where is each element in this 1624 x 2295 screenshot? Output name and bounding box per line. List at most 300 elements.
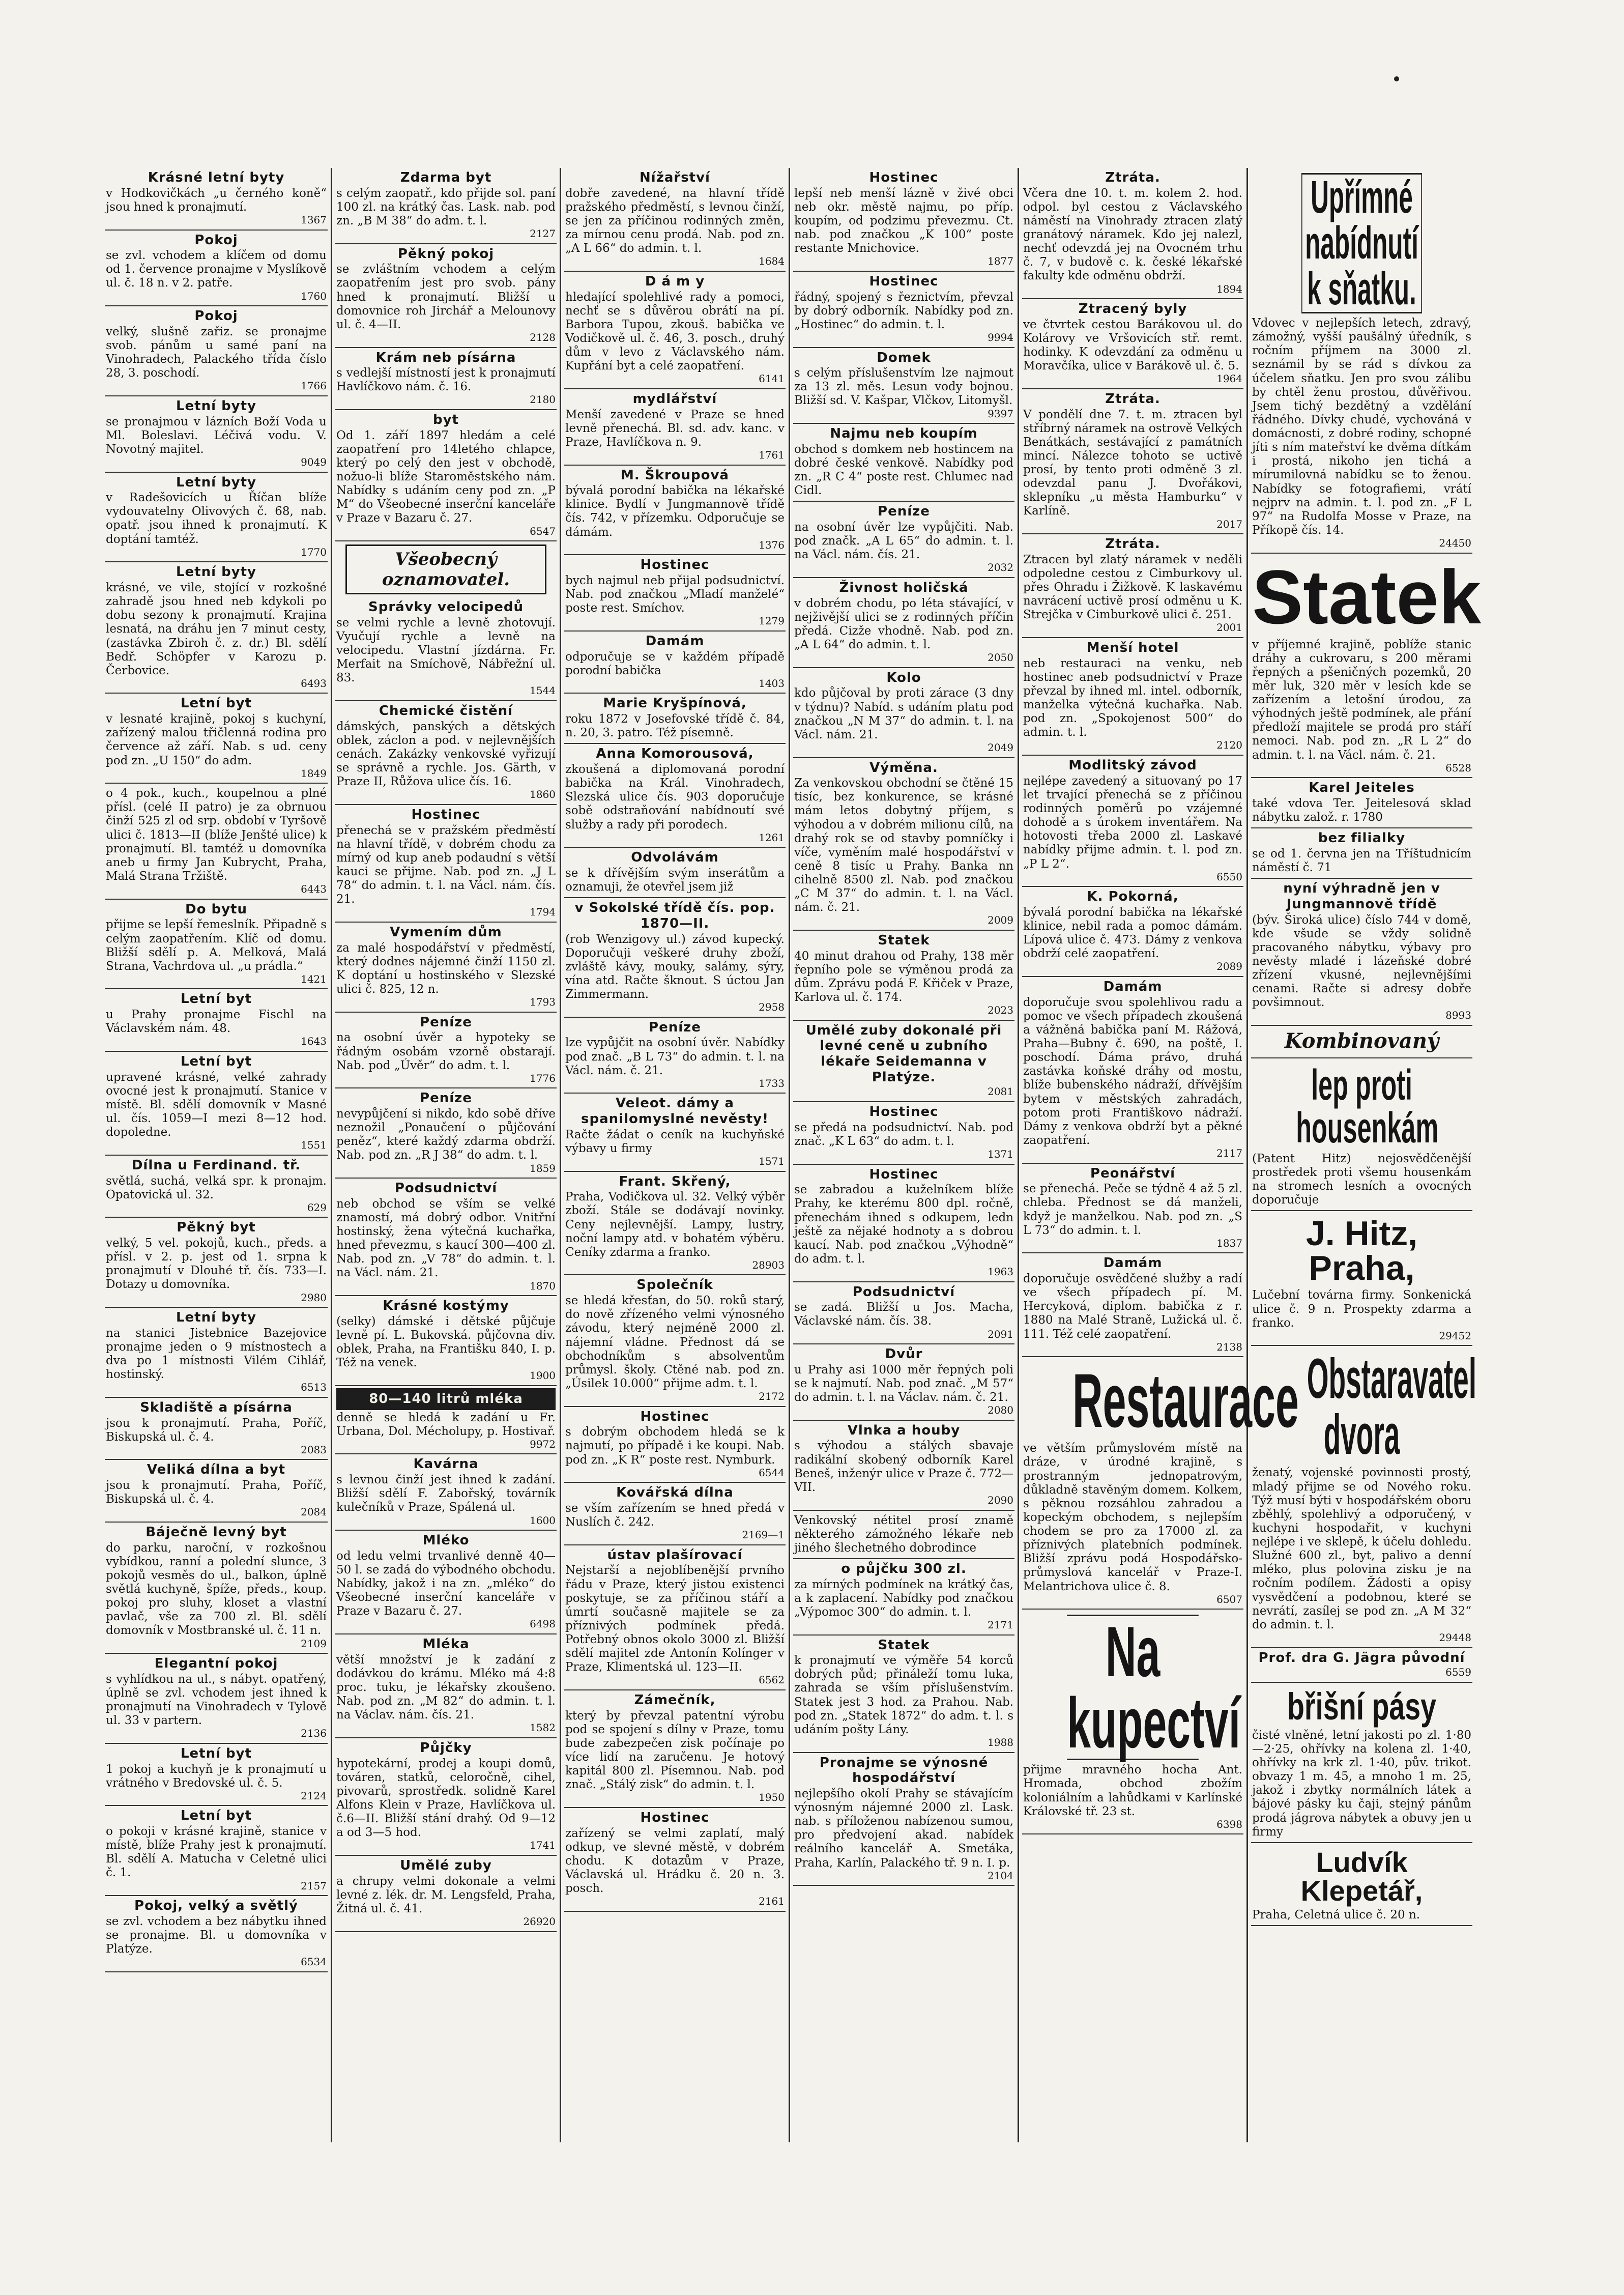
ad-title: Skladiště a písárna: [140, 1399, 293, 1415]
ad: [564, 466, 786, 556]
ad: [564, 1808, 786, 1912]
ad-code: 2104: [988, 1869, 1013, 1882]
ad-code: 1950: [759, 1791, 785, 1804]
ad-code: 1900: [530, 1369, 556, 1382]
ad-code: 1261: [759, 831, 785, 844]
ad-body: s levnou činží jest ihned k zadání. Bližší sdělí F. Zabořský, továrník kulečníků v Praze, Spálená ul.: [336, 1473, 556, 1514]
ad: [105, 784, 328, 899]
ad-title: ústav plašírovací: [607, 1547, 743, 1563]
ad-code: 6443: [301, 883, 327, 896]
ad-body: s vyhlídkou na ul., s nábyt. opatřený, úplně se zvl. vchodem jest ihned k pronajmutí na Vinohradech v Tylově ul. 33 v partern.: [106, 1672, 327, 1728]
ad-body: lze vypůjčit na osobní úvěr. Nabídky pod znač. „B L 73“ do admin. t. l. na Václ. nám. č. 21.: [565, 1036, 785, 1077]
column-6: [1246, 168, 1482, 2142]
ad-title: Damám: [645, 633, 705, 649]
ad: [564, 898, 786, 1018]
ad-body: se k dřívějším svým inserátům a oznamuji, že otevřel jsem již: [565, 866, 785, 894]
ad-body: (rob Wenzigovy ul.) závod kupecký. Doporučuji veškeré druhy zboží, zvláště kávy, mouky, salámy, sýry, vína atd. Račte šknout. S úctou Jan Zimmermann.: [565, 932, 785, 1001]
ad-code: 2169—1: [742, 1529, 785, 1541]
ad-body: (Patent Hitz) nejosvědčenější prostředek proti všemu housenkám na stromech lesních a ovocných doporučuje: [1252, 1152, 1471, 1207]
ad-code: 629: [307, 1201, 327, 1214]
ad-code: 1860: [530, 788, 556, 801]
ad: [105, 473, 328, 563]
ad: [1251, 879, 1472, 1026]
ad: [793, 502, 1014, 578]
ad-code: 6559: [1445, 1666, 1471, 1679]
ad-body: v Hodkovičkách „u černého koně“ jsou hned k pronajmutí.: [106, 186, 327, 214]
ad-title: Krám neb písárna: [375, 350, 516, 365]
ad: [105, 1806, 328, 1896]
ad-body: s vedlejší místností jest k pronajmutí Havlíčkovo nám. č. 16.: [336, 366, 556, 394]
ad: [793, 1021, 1014, 1102]
ad-code: 2161: [759, 1895, 785, 1908]
ad-code: 1849: [301, 767, 327, 780]
ad: [335, 597, 557, 701]
ad-title: v Sokolské třídě čís. pop. 1870—II.: [574, 900, 775, 931]
ad: [793, 931, 1014, 1021]
ad-code: 6562: [759, 1674, 785, 1686]
ad-body: se přenechá. Peče se týdně 4 až 5 zl. chleba. Přednost se dá manželi, když je manželkou. Nab. pod zn. „S L 73“ do admin. t. l.: [1023, 1182, 1242, 1237]
ad-body: s celým zaopatř., kdo přijde sol. paní 100 zl. na krátký čas. Lask. nab. pod zn. „B M 38“ do adm. t. l.: [336, 186, 556, 227]
ad-body: 1 pokoj a kuchyň je k pronajmutí u vrátného v Bredovské ul. č. 5.: [106, 1762, 327, 1790]
ad: [335, 1856, 557, 1932]
ad-headline: Na kupectví: [1067, 1612, 1240, 1763]
ad-body: o 4 pok., kuch., koupelnou a plné přísl. (celé II patro) je za obrnuou činží 525 zl od srp. období v Tyršově ulici č. 1813—II (blíže Jenšté ulice) k pronajmutí. Bl. tamtéž u domovníka aneb u firmy Jan Kubrycht, Praha, Malá Strana Tržiště.: [106, 787, 327, 883]
ad-title: Hostinec: [869, 170, 939, 185]
ad-body: se velmi rychle a levně zhotovují. Vyučují rychle a levně na velocipedu. Vlastní jízdárna. Fr. Merfait na Smíchově, Nábřežní ul. 83.: [336, 616, 556, 685]
ad-body: a chrupy velmi dokonale a velmi levné z. lék. dr. M. Lengsfeld, Praha, Žitná ul. č. 41.: [336, 1874, 556, 1915]
ad-body: ženatý, vojenské povinnosti prostý, mladý přijme se od Nového roku. Týž musí býti v hospodářském oboru zběhlý, spolehlivý a odporučený, v kuchyni hospodařit, v kuchyni nejlépe i ve sklepě, k účelu dohledu. Služné 600 zl., byt, palivo a denní mléko, plus polovina zisku je na ročním podílem. Žádosti a opisy vysvědčení a podobnou, které se nevrátí, zasílej se pod zn. „A M 32“ do admin. t. l.: [1252, 1466, 1471, 1631]
ad-code: 6398: [1216, 1818, 1242, 1830]
ad-code: 2090: [988, 1494, 1013, 1506]
ad: [335, 923, 557, 1013]
ad-title: Elegantní pokoj: [154, 1656, 278, 1672]
ad-title: Dvůr: [885, 1346, 923, 1362]
ad: [1022, 168, 1243, 299]
ad-body: nejlépe zavedený a situovaný po 17 let trvající přenechá se z příčinou rodinných poměrů po vzájemné dohodě a s úrokem inventářem. Na hotovosti třeba 2000 zl. Laskavé nabídky přijme admin. t. l. pod zn. „P L 2“.: [1023, 774, 1242, 871]
ad-body: v Radešovicích u Říčan blíže vydouvatelny Olivových č. 68, nab. opatř. jsou ihned k pronajmutí. K doptání tamtéž.: [106, 491, 327, 546]
ad: [793, 168, 1014, 272]
ad: [335, 701, 557, 805]
ad-body: Račte žádat o ceník na kuchyňské výbavy u firmy: [565, 1128, 785, 1155]
ad-headline: břišní pásy: [1287, 1685, 1437, 1728]
ad-body: velký, slušně zařiz. se pronajme svob. pánům u samé paní na Vinohradech, Palackého třída číslo 28, 3. poschodí.: [106, 325, 327, 380]
ad: [793, 1102, 1014, 1165]
ad: [1022, 887, 1243, 977]
ad: [564, 389, 786, 466]
ad-title: Peonářství: [1090, 1165, 1176, 1181]
ad-code: 1741: [530, 1839, 556, 1852]
ad: [105, 989, 328, 1052]
ad-code: 2017: [1216, 518, 1242, 530]
ad-body: za malé hospodářství v předměstí, který dodnes nájemné činží 1150 zl. K doptání u hostinského v Slezské ulici č. 825, 12 n.: [336, 941, 556, 996]
ad-title: Výměna.: [869, 760, 938, 776]
ad-code: 1761: [759, 448, 785, 461]
ad-code: 6498: [530, 1618, 556, 1630]
ad: [793, 1511, 1014, 1559]
ad-code: 1421: [301, 972, 327, 985]
ad-title: Kovářská dílna: [616, 1485, 734, 1501]
ad-title: 80—140 litrů mléka: [336, 1388, 556, 1410]
ad: [793, 1559, 1014, 1636]
ad-title: Zámečník,: [634, 1692, 716, 1708]
ad-body: bych najmul neb přijal podsudnictví. Nab. pod značkou „Mladí manželé“ poste rest. Smíchov.: [565, 573, 785, 615]
ad-title: Peníze: [649, 1019, 701, 1035]
ink-dot: [1394, 76, 1399, 81]
ad-code: 1571: [759, 1155, 785, 1167]
ad-body: přijme mravného hocha Ant. Hromada, obchod zbožím koloniálním a lahůdkami v Karlínské Královské tř. 23 st.: [1023, 1763, 1242, 1818]
ad-body: upravené krásné, velké zahrady ovocné jest k pronajmutí. Stanice v místě. Bl. sdělí domovník v Masné ul. čís. 1059—I mezi 8—12 hod. dopoledne.: [106, 1070, 327, 1139]
ad-title: mydlářství: [632, 391, 717, 407]
ad-body: větší množství je k zadání z dodávkou do krámu. Mléko má 4:8 proc. tuku, je lékařsky zkoušeno. Nab. pod zn. „M 82“ do admin. t. l. na Václav. nám. čís. 21.: [336, 1653, 556, 1722]
ad-code: 2958: [759, 1001, 785, 1014]
ad: [1251, 1211, 1472, 1346]
ad: [105, 1052, 328, 1156]
ad: [1022, 1164, 1243, 1254]
ad: [105, 900, 328, 990]
ad-code: 1793: [530, 996, 556, 1009]
ad-title: Krásné kostýmy: [383, 1298, 509, 1314]
ad-title: Dílna u Ferdinand. tř.: [131, 1157, 301, 1173]
ad-code: 1600: [530, 1514, 556, 1527]
ad: [564, 632, 786, 694]
ad: [564, 1545, 786, 1690]
ad-code: 6550: [1216, 870, 1242, 883]
ad: [1022, 1253, 1243, 1357]
ad: [1251, 1843, 1472, 1926]
ad-title: Krásné letní byty: [148, 170, 285, 185]
ad-body: doporučuje svou spolehlivou radu a pomoc ve všech případech zkoušená a vážněná babička paní M. Rážová, Praha—Bubny č. 690, na poště, I. poschodí. Dáma právo, druhá zastávka koňské dráhy od mostu, blíže bubenského nádraží, dřívějším bytem v městských zahradách, potom proti Františkovo nádraží. Dámy z venkova obdrží byt a pěkné zaopatření.: [1023, 995, 1242, 1147]
ad-code: 2127: [530, 227, 556, 240]
ad-body: dámských, panských a dětských oblek, záclon a pod. v nejlevnějších cenách. Zakázky venkovské vyřizují se správně a rychle. Jos. Gärth, v Praze II, Růžova ulice čís. 16.: [336, 720, 556, 789]
column-3: [560, 168, 789, 2142]
ad-code: 2180: [530, 393, 556, 406]
ad-body: přenechá se v pražském předměstí na hlavní třídě, v dobrém chodu za mírný od kup aneb podaudní s větší kauci se přijme. Nab. pod zn. „J L 78“ do admin. t. l. na Václ. nám. čís. 21.: [336, 823, 556, 906]
ad: [335, 1531, 557, 1634]
ad: [564, 1483, 786, 1545]
ad-code: 8993: [1445, 1009, 1471, 1022]
ad-code: 6547: [530, 525, 556, 537]
ad-body: neb restauraci na venku, neb hostinec aneb podsudnictví v Praze převzal by ihned ml. intel. odborník, manželka výtečná kuchařka. Nab. pod zn. „Spokojenost 500“ do admin. t. l.: [1023, 656, 1242, 739]
ad-body: Vdovec v nejlepších letech, zdravý, zámožný, vyšší paušálný úředník, s ročním příjmem na 3000 zl. seznámil by se rád s dívkou za účelem sňatku. Jen pro svou zálibu by chtěl ženu prostou, důvěřivou. Jsem tichý bezdětný a vzdělání řádného. Dívky chudé, vychováná v domácnosti, z dobré rodiny, schopné jíti s ním mateřství ke dvěma dítkám i prostá, nikoho jen tichá a mírumilovná nabídku se to ženou. Nabídky se fotografiemi, vrátí nejprv na admin. t. l. pod zn. „F L 97“ na Rudolfa Mosse v Praze, na Příkopě čís. 14.: [1252, 317, 1471, 537]
ad-title: Modlitský závod: [1068, 758, 1197, 773]
ad-body: neb obchod se vším se velké znamostí, má dobrý odbor. Vnitřní hostinský, žena výtečná kuchařka, hned převezmu, s kaucí 300—400 zl. Nab. pod zn. „V 78“ do admin. t. l. na Václ. nám. 21.: [336, 1197, 556, 1280]
ad-title: K. Pokorná,: [1087, 889, 1179, 905]
ad-title: Domek: [877, 350, 931, 365]
ad-body: v dobrém chodu, po léta stávající, v nejživější ulici se z rodinných příčin předá. Cizže vhodně. Nab. pod zn. „A L 64“ do admin. t. l.: [794, 596, 1013, 652]
ad-title: Hostinec: [640, 1810, 710, 1826]
ad: [105, 306, 328, 396]
ad-code: 2138: [1216, 1340, 1242, 1353]
ad-body: u Prahy pronajme Fischl na Václavském nám. 48.: [106, 1008, 327, 1036]
ad-body: (selky) dámské i dětské půjčuje levně pí. L. Bukovská. půjčovna div. oblek, Praha, na Františku 840, I. p. Též na venek.: [336, 1314, 556, 1370]
ad-code: 2083: [301, 1443, 327, 1456]
ad-code: 1684: [759, 255, 785, 268]
ad-body: na osobní úvěr lze vypůjčiti. Nab. pod značk. „A L 65“ do admin. t. l. na Václ. nám. čís. 21.: [794, 521, 1013, 562]
ad-title: Veliká dílna a byt: [147, 1462, 286, 1478]
ad: [105, 1744, 328, 1806]
ad: [1251, 1026, 1472, 1058]
ad-title: Podsudnictví: [852, 1284, 955, 1300]
ad-code: 2032: [988, 561, 1013, 574]
ad-body: světlá, suchá, velká spr. k pronajm. Opatovická ul. 32.: [106, 1174, 327, 1201]
ad-code: 2084: [301, 1506, 327, 1518]
ad-body: roku 1872 v Josefovské třídě č. 84, n. 20, 3. patro. Též písemně.: [565, 712, 785, 740]
ad-body: se předá na podsudnictví. Nab. pod znač. „K L 63“ do adm. t. l.: [794, 1121, 1013, 1148]
ad: [105, 168, 328, 231]
ad: [564, 168, 786, 272]
ad-title: Karel Jeiteles: [1309, 780, 1415, 796]
ad-body: se vším zařízením se hned předá v Nuslích č. 242.: [565, 1501, 785, 1529]
ad-title: Ztráta.: [1105, 170, 1161, 185]
ad-body: bývalá porodní babička na lékařské klinice, nebil rada a pomoc dámám. Lípová ulice č. 473. Dámy z venkova obdrží celé zaopatření.: [1023, 905, 1242, 961]
ad-title: Damám: [1103, 979, 1163, 994]
ad-code: 1870: [530, 1279, 556, 1292]
ad: [1251, 1683, 1472, 1843]
ad-code: 1733: [759, 1077, 785, 1089]
ad-body: se hledá křesťan, do 50. roků starý, do nově zřízeného velmi výnosného závodu, který nejméně 2000 zl. nájemní vládne. Přednost dá se obchodníkům s absolventům průmysl. školy. Ctěné nab. pod zn. „Úsilek 10.000“ přijme adm. t. l.: [565, 1294, 785, 1390]
ad: [793, 1282, 1014, 1345]
ad-body: kdo půjčoval by proti zárace (3 dny v týdnu)? Nabíd. s udáním platu pod značkou „N M 37“ do admin. t. l. na Václ. nám. 21.: [794, 686, 1013, 741]
ad-body: v lesnaté krajině, pokoj s kuchyní, zařízený malou třičlenná rodina pro července až září. Nab. s ud. ceny pod zn. „U 150“ do adm.: [106, 712, 327, 767]
ad: [793, 424, 1014, 502]
ad-body: od ledu velmi trvanlivé denně 40—50 l. se zadá do výbodného obchodu. Nabídky, jakož i na zn. „mléko“ do Všeobecné inserční kanceláře v Praze v Bazaru č. 27.: [336, 1549, 556, 1618]
ad-body: 40 minut drahou od Prahy, 138 měr řepního pole se výměnou prodá za dům. Zprávu podá F. Křiček v Praze, Karlova ul. č. 174.: [794, 949, 1013, 1005]
ad: [793, 1344, 1014, 1421]
ad: [564, 1275, 786, 1407]
ad-headline: Obstaravatel dvora: [1307, 1347, 1476, 1467]
ad: [105, 1654, 328, 1744]
ad-body: se zabradou a kuželníkem blíže Prahy, ke kterému 800 dpl. ročně, přenechám ihned s odkupem, ledn ještě za nějaké hodnoty a s dobrou kaucí. Nab. pod značkou „Výhodně“ do adm. t. l.: [794, 1183, 1013, 1266]
ad: [1251, 1058, 1472, 1212]
ad-title: Umělé zuby: [400, 1857, 492, 1873]
ad: [564, 1407, 786, 1483]
ad-headline: J. Hitz, Praha,: [1306, 1214, 1418, 1288]
ad: [105, 1308, 328, 1398]
ad-title: Hostinec: [869, 1104, 939, 1120]
ad: [564, 1690, 786, 1808]
ad-code: 2128: [530, 331, 556, 343]
ad-code: 6544: [759, 1466, 785, 1479]
ad-title: Letní byt: [180, 1745, 252, 1761]
column-5: [1018, 168, 1299, 2142]
ad: [793, 668, 1014, 758]
ad-title: o půjčku 300 zl.: [841, 1561, 967, 1576]
ad-code: 28903: [752, 1258, 785, 1271]
ad: [564, 1172, 786, 1276]
ad-title: Vlnka a houby: [847, 1422, 961, 1438]
ad-title: Pronajme se výnosné hospodářství: [819, 1755, 989, 1786]
ad-body: lepší neb menší lázně v živé obci neb okr. městě najmu, po příp. koupím, od podzimu převezmu. Ct. nab. pod značkou „K 100“ poste restante Mnichovice.: [794, 186, 1013, 255]
ad-headline: Upřímné nabídnutí k sňatku.: [1301, 173, 1422, 313]
ad: [335, 1738, 557, 1856]
ad: [1251, 168, 1472, 554]
ad-code: 1760: [301, 290, 327, 302]
ad-title: Ztracený byly: [1078, 301, 1187, 317]
ad-code: 2023: [988, 1004, 1013, 1017]
ad-code: 6507: [1216, 1593, 1242, 1605]
ad-body: (býv. Široká ulice) číslo 744 v domě, kde všude se vždy solidně pracovaného nábytku, výbavy pro nevěsty mladé i lázeňské dobré zřízení vkusné, nejlevnějšími cenami. Račte si adresy dobře povšimnout.: [1252, 913, 1471, 1010]
ad-code: 2109: [301, 1637, 327, 1650]
ad: [1022, 299, 1243, 389]
ad-title: bez filialky: [1318, 830, 1406, 846]
ad-code: 29452: [1439, 1329, 1471, 1342]
ad-body: Lučební továrna firmy. Sonkenická ulice č. 9 n. Prospekty zdarma a franko.: [1252, 1288, 1471, 1330]
ad: [1022, 1357, 1299, 1610]
ad-body: denně se hledá k zadání u Fr. Urbana, Dol. Mécholupy, p. Hostivař.: [336, 1411, 556, 1438]
ad-code: 6493: [301, 677, 327, 690]
ad-title: Hostinec: [869, 1166, 939, 1182]
ad: [564, 272, 786, 389]
column-2: [331, 168, 560, 2142]
ad: [564, 848, 786, 898]
ad-body: Praha, Vodičkova ul. 32. Velký výběr zboží. Stále se dodávají novinky. Ceny nejlevnější. Lampy, lustry, noční lampy atd. v bohatém výběru. Ceníky zdarma a franko.: [565, 1190, 785, 1259]
ad-headline: Restaurace: [1072, 1358, 1299, 1444]
ad-title: Peníze: [878, 504, 930, 520]
ad: [105, 1218, 328, 1308]
ad-title: Statek: [878, 1637, 930, 1653]
ad-title: Letní byt: [180, 696, 252, 711]
ad-body: bývalá porodní babička na lékařské klinice. Bydlí v Jungmannově třídě čís. 742, v přízemku. Odporučuje se dámám.: [565, 484, 785, 539]
ad-title: byt: [433, 412, 459, 428]
ad-title: Pěkný pokoj: [397, 246, 495, 262]
ad: [1251, 778, 1472, 828]
ad-code: 2980: [301, 1291, 327, 1304]
ad-code: 29448: [1439, 1631, 1471, 1644]
ad-code: 2136: [301, 1727, 327, 1740]
ad: [105, 231, 328, 307]
ad-code: 6528: [1445, 761, 1471, 774]
ad: [105, 1156, 328, 1218]
ad-body: Menší zavedené v Praze se hned levně přenechá. Bl. sd. adv. kanc. v Praze, Havlíčkova n. 9.: [565, 408, 785, 449]
ad: [1022, 534, 1243, 638]
ad-body: nejlepšího okolí Prahy se stávajícím výnosným nájemné 2000 zl. Lask. nab. s příloženou nabízenou sumou, pro předvojení akad. nabídek reálního kancelář A. Smetáka, Praha, Karlín, Palackého tř. 9 n. I. p.: [794, 1787, 1013, 1870]
ad: [793, 272, 1014, 348]
ad-code: 1794: [530, 906, 556, 919]
ad-code: 2049: [988, 741, 1013, 754]
ad-body: jsou k pronajmutí. Praha, Poříč, Biskupská ul. č. 4.: [106, 1479, 327, 1506]
ad-title: Mléko: [422, 1533, 470, 1548]
ad: [793, 1636, 1014, 1753]
ad-code: 2124: [301, 1789, 327, 1802]
ad-code: 1776: [530, 1072, 556, 1084]
ad-code: 2081: [988, 1085, 1013, 1098]
ad: [1022, 638, 1243, 756]
ad-code: 2171: [988, 1618, 1013, 1631]
column-1: [102, 168, 331, 2142]
ad-title: D á m y: [645, 273, 705, 289]
ad: [335, 805, 557, 923]
ad-body: řádný, spojený s řeznictvím, převzal by dobrý odborník. Nabídky pod zn. „Hostinec“ do admin. t. l.: [794, 290, 1013, 331]
ad-code: 2120: [1216, 739, 1242, 752]
ad: [564, 555, 786, 632]
ad-body: jsou k pronajmutí. Praha, Poříč, Biskupská ul. č. 4.: [106, 1416, 327, 1444]
ad-code: 1367: [301, 213, 327, 226]
ad-body: do parku, naroční, v rozkošnou vybídkou, ranní a polední slunce, 3 pokojů vesměs do ul., balkon, úplně světlá kuchyně, špíže, předs., koup. pokoj pro sluhy, kloset a vlastní pavlač, vše za 700 zl. Bl. sdělí domovník v Mostbranské ul. č. 11 n.: [106, 1541, 327, 1638]
ad-body: ve větším průmyslovém místě na dráze, v úrodné krajině, s prostranným jednopatrovým, důkladně stavěným domem. Kolkem, s pěknou rozsáhlou zahradou a kopeckým obchodem, s nejlepším chodem se pro za 17000 zl. za příznivých platebních podmínek. Bližší zprávu podá Hospodářsko-průmyslová kancelář v Praze-I. Melantrichova ulice č. 8.: [1023, 1442, 1242, 1593]
ad: [793, 1421, 1014, 1511]
ad-code: 1964: [1216, 372, 1242, 385]
ad-title: nyní výhradně jen v Jungmannově třídě: [1283, 881, 1440, 912]
ad-body: nevypůjčení si nikdo, kdo sobě dříve neznožil „Ponaučení o půjčování peněz“, které každý zdarma obdrží. Nab. pod zn. „R J 38“ do adm. t. l.: [336, 1107, 556, 1162]
ad-code: 6513: [301, 1381, 327, 1394]
ad: [105, 1398, 328, 1460]
ad: [105, 562, 328, 694]
ad-title: Statek: [878, 933, 930, 949]
ad: [564, 1094, 786, 1171]
ad-code: 1643: [301, 1035, 327, 1048]
ad: [335, 1088, 557, 1179]
ad-title: Zdarma byt: [400, 170, 492, 185]
ad-title: Umělé zuby dokonalé při levné ceně u zubního lékaře Seidemanna v Platýze.: [805, 1022, 1002, 1085]
ad: [1251, 828, 1472, 879]
ad: [335, 1296, 557, 1386]
ad: [335, 168, 557, 244]
ad-code: 2172: [759, 1390, 785, 1403]
ad-body: zkoušená a diplomovaná porodní babička na Král. Vinohradech, Slezská ulice čís. 903 doporučuje sobě odstraňování nabídnoutí své služby a rady při porodech.: [565, 763, 785, 831]
ad-title: Podsudnictví: [394, 1181, 498, 1196]
ad-body: V pondělí dne 7. t. m. ztracen byl stříbrný náramek na ostrově Velkých Benátkách, sestávající z památních mincí. Nálezce tohoto se uctivě prosí, by tento proti odměně 3 zl. odevzdal panu J. Dvořákovi, sklepníku „u města Hamburku“ v Karlíně.: [1023, 408, 1242, 518]
ad-code: 24450: [1439, 537, 1471, 549]
ad-body: odporučuje se v každém případě porodní babička: [565, 650, 785, 677]
ad-title: Chemické čistění: [379, 703, 513, 719]
ad-code: 1376: [759, 538, 785, 551]
ad-body: Nejstarší a nejoblíbenější prvního řádu v Praze, který jistou existenci poskytuje, se za příčinou stáří a úmrtí současně majitele se za příznivých podmínek předá. Potřebný obnos okolo 3000 zl. Bližší sdělí majitel zde Antonín Kolínger v Praze, Klimentská ul. 123—II.: [565, 1564, 785, 1674]
ad-body: doporučuje osvědčené služby a radí ve všech případech pí. M. Hercyková, diplom. babička z r. 1880 na Malé Straně, Lužická ul. č. 111. Též celé zaopatření.: [1023, 1272, 1242, 1341]
ad-title: Letní byty: [176, 564, 257, 580]
ad: [793, 578, 1014, 668]
ad: [793, 1165, 1014, 1282]
ad-title: Letní byty: [176, 1310, 257, 1326]
ad-title: Peníze: [420, 1014, 472, 1030]
ad: [105, 1896, 328, 1972]
ad: [105, 1460, 328, 1523]
ad-body: za mírných podmínek na krátký čas, a k zaplacení. Nabídky pod značkou „Výpomoc 300“ do admin. t. l.: [794, 1577, 1013, 1619]
ad-code: 1877: [988, 255, 1013, 268]
ad-body: který by převzal patentní výrobu pod se spojení s dílny v Praze, tomu bude zabezpečen zisk počínaje po více lidí na zaručenu. Je hotový kapitál 800 zl. Písemnou. Nab. pod znač. „Stálý zisk“ do admin. t. l.: [565, 1709, 785, 1792]
ad-title: Ztráta.: [1105, 391, 1161, 407]
ad-title: Pěkný byt: [177, 1220, 256, 1236]
ad-code: 2117: [1216, 1147, 1242, 1160]
ad-title: Nížařství: [640, 170, 710, 185]
ad-code: 1403: [759, 677, 785, 690]
ad-body: se zadá. Bližší u Jos. Macha, Václavské nám. čís. 38.: [794, 1301, 1013, 1328]
ad-title: Letní byt: [180, 1053, 252, 1069]
ad-body: se od 1. června jen na Tříštudnicím náměstí č. 71: [1252, 847, 1471, 875]
ad-title: Pokoj, velký a světlý: [134, 1898, 298, 1914]
ad-body: k pronajmutí ve výměře 54 korců dobrých půd; přináleží tomu luka, zahrada se vším příslušenstvím. Statek jest 3 hod. za Prahou. Nab. pod zn. „Statek 1872“ do adm. t. l. s udáním pošty Lány.: [794, 1654, 1013, 1736]
ad-title: Hostinec: [869, 273, 939, 289]
ad-body: ve čtvrtek cestou Barákovou ul. do Kolárovy ve Vršovicích stř. remt. hodinky. K odevzdání za odměnu u Moravčíka, ulice v Barákově ul. č. 5.: [1023, 318, 1242, 373]
ad: [335, 1179, 557, 1296]
ad-title: Menší hotel: [1086, 640, 1179, 656]
ad: [564, 744, 786, 848]
ad-code: 1837: [1216, 1237, 1242, 1249]
ad-title: Letní byty: [176, 474, 257, 490]
ad-title: Damám: [1103, 1255, 1163, 1271]
ad-code: 2091: [988, 1328, 1013, 1340]
ad-headline: lep proti housenkám: [1296, 1060, 1439, 1152]
ad-title: Kavárna: [413, 1456, 479, 1472]
ad-code: 2050: [988, 651, 1013, 664]
ad-code: 9972: [530, 1438, 556, 1450]
ad-body: v příjemné krajině, poblíže stanic dráhy a cukrovaru, s 200 měrami řepných a pšeničných pozemků, 20 měr luk, 320 měr v lesích kde se zařízením a letošní úrodou, za výhodných ještě podmínek, ale přání předloží majitele se prodá pro stáří nemoci. Nab. pod zn. „R L 2“ do admin. t. l. na Václ. nám. č. 21.: [1252, 638, 1471, 762]
ad-body: na osobní úvěr a hypoteky se řádným osobám vzorně obstarají. Nab. pod „Úvěr“ do adm. t. l.: [336, 1031, 556, 1072]
section-header: Všeobecný oznamovatel.: [345, 544, 546, 594]
ad-title: Peníze: [420, 1091, 472, 1106]
ad-headline: Ludvík Klepetář,: [1300, 1846, 1423, 1907]
ad-body: s výhodou a stálých sbavaje radikální skobený odborník Karel Beneš, inženýr ulice v Praze č. 772—VII.: [794, 1439, 1013, 1494]
ad: [105, 694, 328, 784]
